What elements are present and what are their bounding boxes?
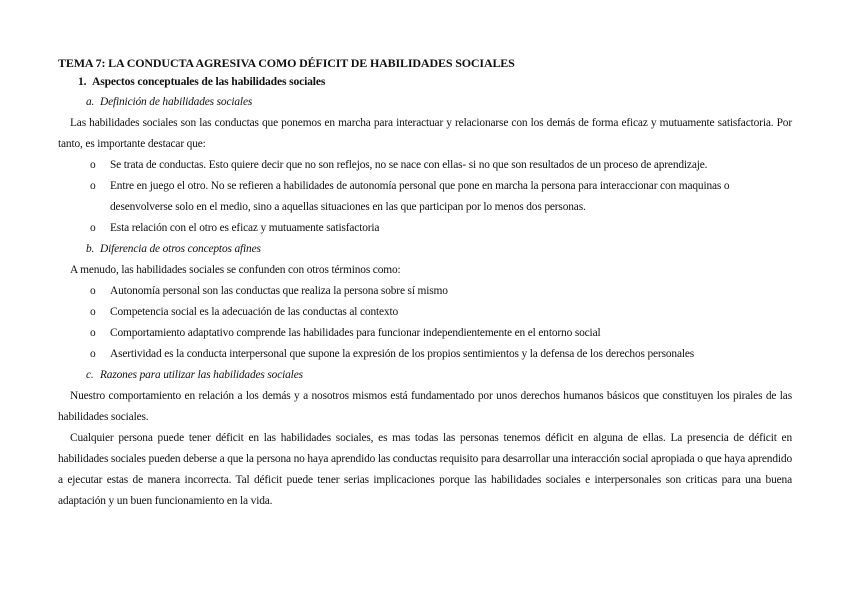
bullet-mark: o: [90, 348, 96, 360]
paragraph-reasons-1: Nuestro comportamiento en relación a los demás y a nosotros mismos está fundamentado por unos derechos humanos básicos que constituyen los pirales de las habilidades sociales.: [58, 390, 792, 423]
bullet-mark: o: [90, 285, 96, 297]
subsection-label: Definición de habilidades sociales: [100, 96, 253, 108]
document-page: [58, 54, 792, 512]
bullet-mark: o: [90, 306, 96, 318]
subsection-letter: b.: [86, 243, 95, 255]
list-item: [90, 155, 792, 176]
paragraph-related-concepts: A menudo, las habilidades sociales se confunden con otros términos como:: [70, 264, 401, 276]
list-item: [90, 281, 792, 302]
list-item: [90, 176, 792, 218]
list-item-text: Asertividad es la conducta interpersonal que supone la expresión de los propios sentimientos y la defensa de los derechos personales: [110, 348, 695, 360]
list-item: [90, 344, 792, 365]
subsection-label: Diferencia de otros conceptos afines: [100, 243, 261, 255]
list-item-text: Comportamiento adaptativo comprende las habilidades para funcionar independientemente en el entorno social: [110, 327, 601, 339]
list-item-text: Se trata de conductas. Esto quiere decir que no son reflejos, no se nace con ellas- si no que son resultados de un proceso de aprendizaje.: [110, 159, 708, 171]
subsection-letter: a.: [86, 96, 95, 108]
subsection-letter: c.: [86, 369, 94, 381]
paragraph-definition: Las habilidades sociales son las conductas que ponemos en marcha para interactuar y relacionarse con los demás de forma eficaz y mutuamente satisfactoria. Por tanto, es importante destacar que:: [58, 117, 792, 150]
bullet-mark: o: [90, 222, 96, 234]
list-item-text: Competencia social es la adecuación de las conductas al contexto: [110, 306, 399, 318]
list-item-text: Esta relación con el otro es eficaz y mutuamente satisfactoria: [110, 222, 380, 234]
bullet-mark: o: [90, 327, 96, 339]
paragraph-reasons-2: Cualquier persona puede tener déficit en las habilidades sociales, es mas todas las personas tenemos déficit en alguna de ellas. La presencia de déficit en habilidades sociales pueden deberse a que la persona no haya aprendido las conductas requisito para desarrollar una interacción social apropiada o que haya aprendido a ejecutar estas de manera incorrecta. Tal déficit puede tener serias implicaciones porque las habilidades sociales e interpersonales son criticas para una buena adaptación y un buen funcionamiento en la vida.: [58, 432, 793, 507]
bullet-list-related-concepts: [58, 281, 792, 365]
bullet-list-definition: [58, 155, 792, 239]
document-title: TEMA 7: LA CONDUCTA AGRESIVA COMO DÉFICIT DE HABILIDADES SOCIALES: [58, 56, 515, 70]
list-item-text: Autonomía personal son las conductas que realiza la persona sobre sí mismo: [110, 285, 448, 297]
list-item-text: Entre en juego el otro. No se refieren a habilidades de autonomía personal que pone en marcha la persona para interaccionar con maquinas o desenvolverse solo en el medio, sino a aquellas situaciones en las que participan por lo menos dos personas.: [110, 180, 730, 213]
subsection-heading-c: [86, 365, 792, 386]
bullet-mark: o: [90, 159, 96, 171]
list-item: [90, 218, 792, 239]
subsection-label: Razones para utilizar las habilidades sociales: [100, 369, 303, 381]
bullet-mark: o: [90, 180, 96, 192]
section-heading-1: [78, 72, 792, 92]
section-number: 1.: [78, 75, 87, 88]
subsection-heading-a: [86, 92, 792, 113]
list-item: [90, 302, 792, 323]
subsection-heading-b: [86, 239, 792, 260]
list-item: [90, 323, 792, 344]
section-label: Aspectos conceptuales de las habilidades sociales: [92, 75, 326, 88]
